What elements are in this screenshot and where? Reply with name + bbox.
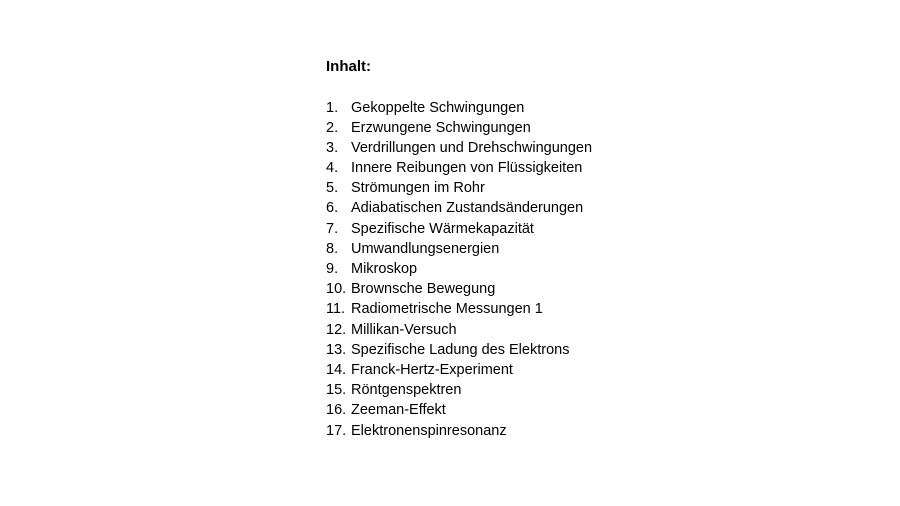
item-label: Röntgenspektren xyxy=(351,382,462,399)
list-item xyxy=(326,239,746,259)
item-label: Strömungen im Rohr xyxy=(351,180,485,197)
list-item xyxy=(326,360,746,380)
item-number: 13. xyxy=(326,341,347,358)
list-item xyxy=(326,198,746,218)
table-of-contents xyxy=(326,57,746,441)
item-number: 6. xyxy=(326,200,339,217)
list-item xyxy=(326,299,746,319)
item-label: Umwandlungsenergien xyxy=(351,240,500,257)
item-label: Elektronenspinresonanz xyxy=(351,422,507,439)
list-item xyxy=(326,158,746,178)
item-number: 7. xyxy=(326,220,339,237)
toc-heading: Inhalt: xyxy=(326,58,371,75)
list-item xyxy=(326,98,746,118)
list-item xyxy=(326,219,746,239)
item-number: 12. xyxy=(326,321,347,338)
item-label: Gekoppelte Schwingungen xyxy=(351,99,525,116)
item-number: 8. xyxy=(326,240,339,257)
list-item xyxy=(326,340,746,360)
item-label: Erzwungene Schwingungen xyxy=(351,119,531,136)
item-label: Franck-Hertz-Experiment xyxy=(351,361,513,378)
list-item xyxy=(326,380,746,400)
list-item xyxy=(326,259,746,279)
item-number: 17. xyxy=(326,422,347,439)
item-label: Spezifische Ladung des Elektrons xyxy=(351,341,570,358)
item-label: Spezifische Wärmekapazität xyxy=(351,220,534,237)
list-item xyxy=(326,320,746,340)
item-label: Adiabatischen Zustandsänderungen xyxy=(351,200,584,217)
item-number: 11. xyxy=(326,301,346,318)
toc-list xyxy=(326,98,746,441)
item-number: 15. xyxy=(326,382,347,399)
item-number: 10. xyxy=(326,281,347,298)
item-label: Brownsche Bewegung xyxy=(351,281,496,298)
heading-spacer xyxy=(326,77,746,98)
item-number: 1. xyxy=(326,99,339,116)
item-number: 5. xyxy=(326,180,339,197)
list-item xyxy=(326,279,746,299)
item-label: Innere Reibungen von Flüssigkeiten xyxy=(351,160,583,177)
item-label: Radiometrische Messungen 1 xyxy=(351,301,543,318)
list-item xyxy=(326,118,746,138)
item-number: 9. xyxy=(326,261,339,277)
item-number: 4. xyxy=(326,160,339,177)
item-number: 16. xyxy=(326,402,347,419)
list-item xyxy=(326,400,746,420)
item-label: Verdrillungen und Drehschwingungen xyxy=(351,139,593,156)
item-label: Mikroskop xyxy=(351,261,418,277)
item-number: 3. xyxy=(326,139,339,156)
item-label: Zeeman-Effekt xyxy=(351,402,446,419)
list-item xyxy=(326,421,746,441)
list-item xyxy=(326,178,746,198)
item-number: 14. xyxy=(326,361,347,378)
item-label: Millikan-Versuch xyxy=(351,321,457,338)
list-item xyxy=(326,138,746,158)
item-number: 2. xyxy=(326,119,339,136)
